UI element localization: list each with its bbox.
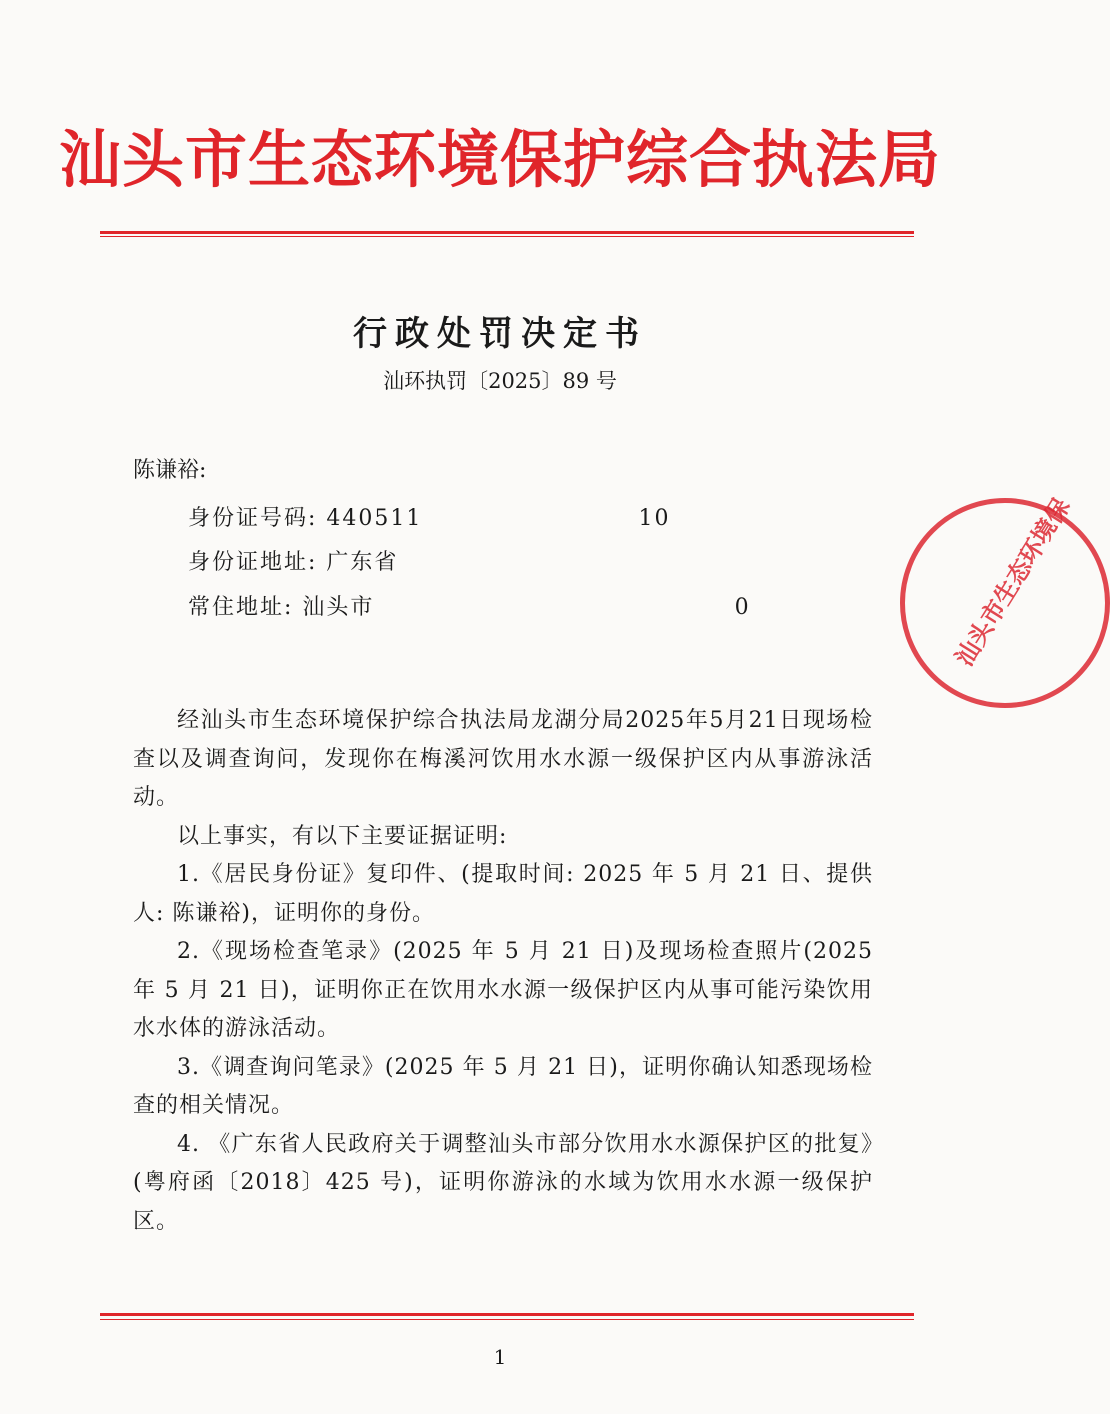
addressee: 陈谦裕: bbox=[133, 458, 207, 483]
redaction-block bbox=[398, 544, 830, 582]
official-seal bbox=[900, 492, 1110, 708]
id-address-prefix: 广东省 bbox=[326, 550, 399, 575]
document-number: 汕环执罚〔2025〕89 号 bbox=[383, 369, 617, 393]
id-address-line bbox=[188, 544, 831, 582]
id-number-line bbox=[188, 500, 671, 538]
header-rule bbox=[100, 231, 914, 234]
header-rule-thin bbox=[100, 236, 914, 237]
evidence-item-4: 4. 《广东省人民政府关于调整汕头市部分饮用水水源保护区的批复》(粤府函〔2018〕425 号)，证明你游泳的水域为饮用水水源一级保护区。 bbox=[133, 1131, 873, 1234]
seal-text: 汕头市生态环境保 bbox=[949, 492, 1076, 672]
agency-masthead: 汕头市生态环境保护综合执法局 bbox=[58, 123, 941, 196]
redaction-block bbox=[374, 589, 734, 627]
evidence-intro: 以上事实，有以下主要证据证明: bbox=[177, 823, 508, 849]
redaction-block bbox=[422, 500, 638, 538]
id-label: 身份证号码: bbox=[188, 506, 318, 531]
id-suffix: 10 bbox=[638, 506, 671, 531]
residence-line bbox=[188, 589, 751, 627]
evidence-item-2: 2.《现场检查笔录》(2025 年 5 月 21 日)及现场检查照片(2025 年 5 月 21 日)，证明你正在饮用水水源一级保护区内从事可能污染饮用水水体的游泳活动。 bbox=[133, 939, 873, 1041]
id-prefix: 440511 bbox=[326, 506, 423, 531]
residence-prefix: 汕头市 bbox=[302, 595, 375, 620]
document-title: 行政处罚决定书 bbox=[353, 314, 647, 354]
document-body bbox=[133, 702, 873, 1241]
footer-rule-thin bbox=[100, 1319, 914, 1320]
page-number: 1 bbox=[493, 1345, 507, 1369]
finding-paragraph: 经汕头市生态环境保护综合执法局龙湖分局2025年5月21日现场检查以及调查询问，发现你在梅溪河饮用水水源一级保护区内从事游泳活动。 bbox=[133, 708, 873, 810]
id-address-label: 身份证地址: bbox=[188, 550, 318, 575]
evidence-item-1: 1.《居民身份证》复印件、(提取时间: 2025 年 5 月 21 日、提供人: 陈谦裕)，证明你的身份。 bbox=[133, 862, 873, 926]
residence-label: 常住地址: bbox=[188, 595, 294, 620]
evidence-item-3: 3.《调查询问笔录》(2025 年 5 月 21 日)，证明你确认知悉现场检查的相关情况。 bbox=[133, 1054, 873, 1118]
footer-rule bbox=[100, 1313, 914, 1316]
residence-suffix: 0 bbox=[734, 595, 751, 620]
